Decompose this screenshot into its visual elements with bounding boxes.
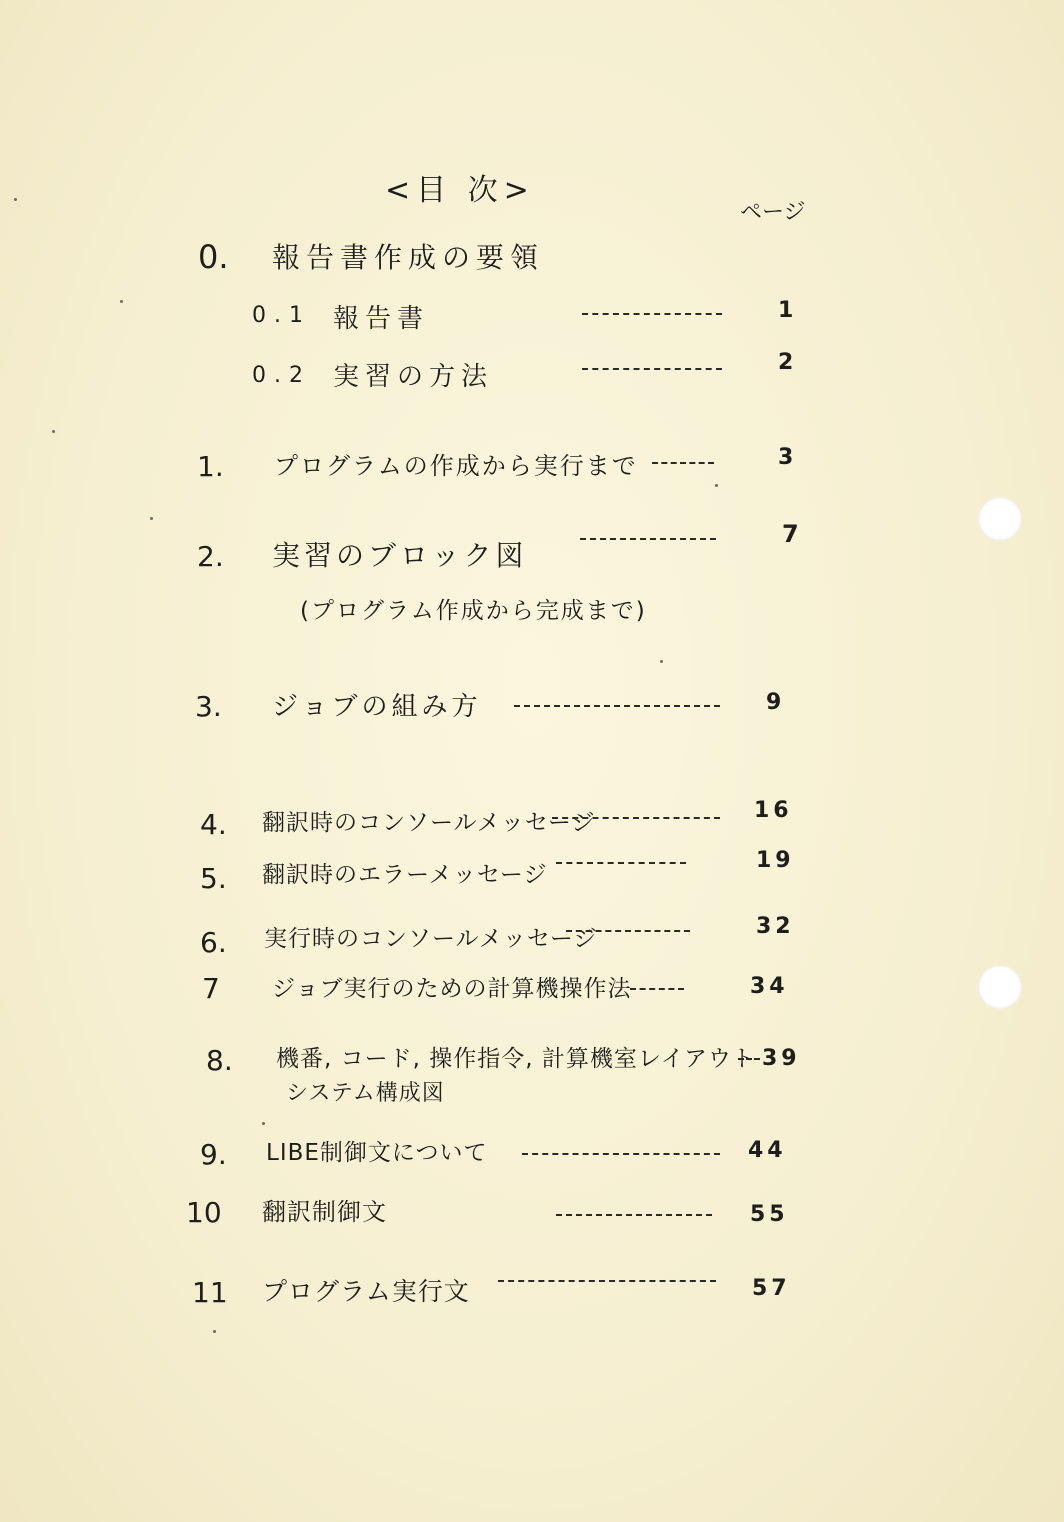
leader-dashes [552, 817, 720, 819]
paper-speck [715, 484, 718, 487]
leader-dashes [630, 988, 684, 990]
entry-number: 10 [186, 1196, 222, 1229]
entry-page: 2 [778, 350, 798, 375]
entry-number: 7 [202, 972, 220, 1005]
entry-number: 0. [198, 238, 229, 276]
page-column-label: ページ [740, 200, 806, 225]
paper-speck [52, 430, 55, 433]
entry-number: 11 [192, 1276, 228, 1309]
paper-speck [660, 660, 663, 663]
leader-dashes [522, 1153, 720, 1155]
leader-dashes [556, 1214, 712, 1216]
entry-title: 報告書 [333, 304, 430, 334]
leader-dashes [498, 1280, 716, 1282]
leader-dashes [514, 705, 720, 707]
entry-number: 4. [200, 808, 227, 841]
entry-number: 6. [200, 926, 227, 959]
paper-speck [213, 1330, 216, 1333]
entry-title: LIBE制御文について [266, 1140, 488, 1166]
leader-dashes [652, 462, 714, 464]
entry-title: 機番, コード, 操作指令, 計算機室レイアウト [276, 1046, 757, 1072]
entry-number: 1. [197, 450, 224, 483]
entry-title: 実習の方法 [333, 362, 494, 392]
entry-title: 実行時のコンソールメッセージ [264, 926, 598, 952]
entry-title: 実習のブロック図 [272, 539, 528, 572]
entry-subtitle: システム構成図 [286, 1081, 445, 1106]
punch-hole-upper [978, 497, 1022, 541]
entry-subtitle: (プログラム作成から完成まで) [300, 598, 647, 624]
entry-page: 34 [750, 974, 789, 999]
entry-title: プログラム実行文 [262, 1277, 470, 1306]
entry-number: 0.2 [252, 363, 311, 388]
entry-page: 16 [754, 798, 793, 823]
leader-dashes [580, 538, 716, 540]
entry-page: 44 [748, 1138, 787, 1163]
entry-page: 57 [752, 1276, 791, 1301]
entry-number: 8. [206, 1044, 233, 1077]
entry-number: 5. [200, 862, 227, 895]
entry-number: 3. [195, 690, 222, 723]
leader-dashes [738, 1058, 760, 1060]
entry-page: 1 [778, 298, 798, 323]
entry-page: 9 [766, 690, 786, 715]
leader-dashes [566, 930, 690, 932]
entry-title: 翻訳時のエラーメッセージ [262, 862, 548, 888]
leader-dashes [582, 368, 722, 370]
entry-page: 55 [750, 1202, 789, 1227]
toc-title: <目 次> [385, 173, 535, 208]
paper-speck [150, 517, 153, 520]
entry-title: 翻訳制御文 [262, 1198, 387, 1226]
entry-title: プログラムの作成から実行まで [274, 452, 638, 480]
entry-number: 9. [200, 1138, 227, 1171]
entry-page: 7 [782, 520, 803, 548]
leader-dashes [556, 862, 686, 864]
paper-speck [262, 1122, 265, 1125]
punch-hole-lower [978, 965, 1022, 1009]
entry-page: 39 [762, 1046, 801, 1071]
entry-title: ジョブ実行のための計算機操作法 [272, 976, 632, 1002]
leader-dashes [582, 313, 722, 315]
paper-speck [120, 300, 123, 303]
entry-page: 19 [756, 848, 795, 873]
entry-title: 翻訳時のコンソールメッセージ [262, 810, 596, 836]
entry-page: 3 [778, 445, 798, 470]
entry-number: 0.1 [252, 303, 311, 328]
entry-title: ジョブの組み方 [272, 692, 482, 722]
entry-title: 報告書作成の要領 [272, 241, 545, 274]
entry-number: 2. [197, 540, 224, 573]
paper-speck [14, 198, 17, 201]
entry-page: 32 [756, 914, 795, 939]
